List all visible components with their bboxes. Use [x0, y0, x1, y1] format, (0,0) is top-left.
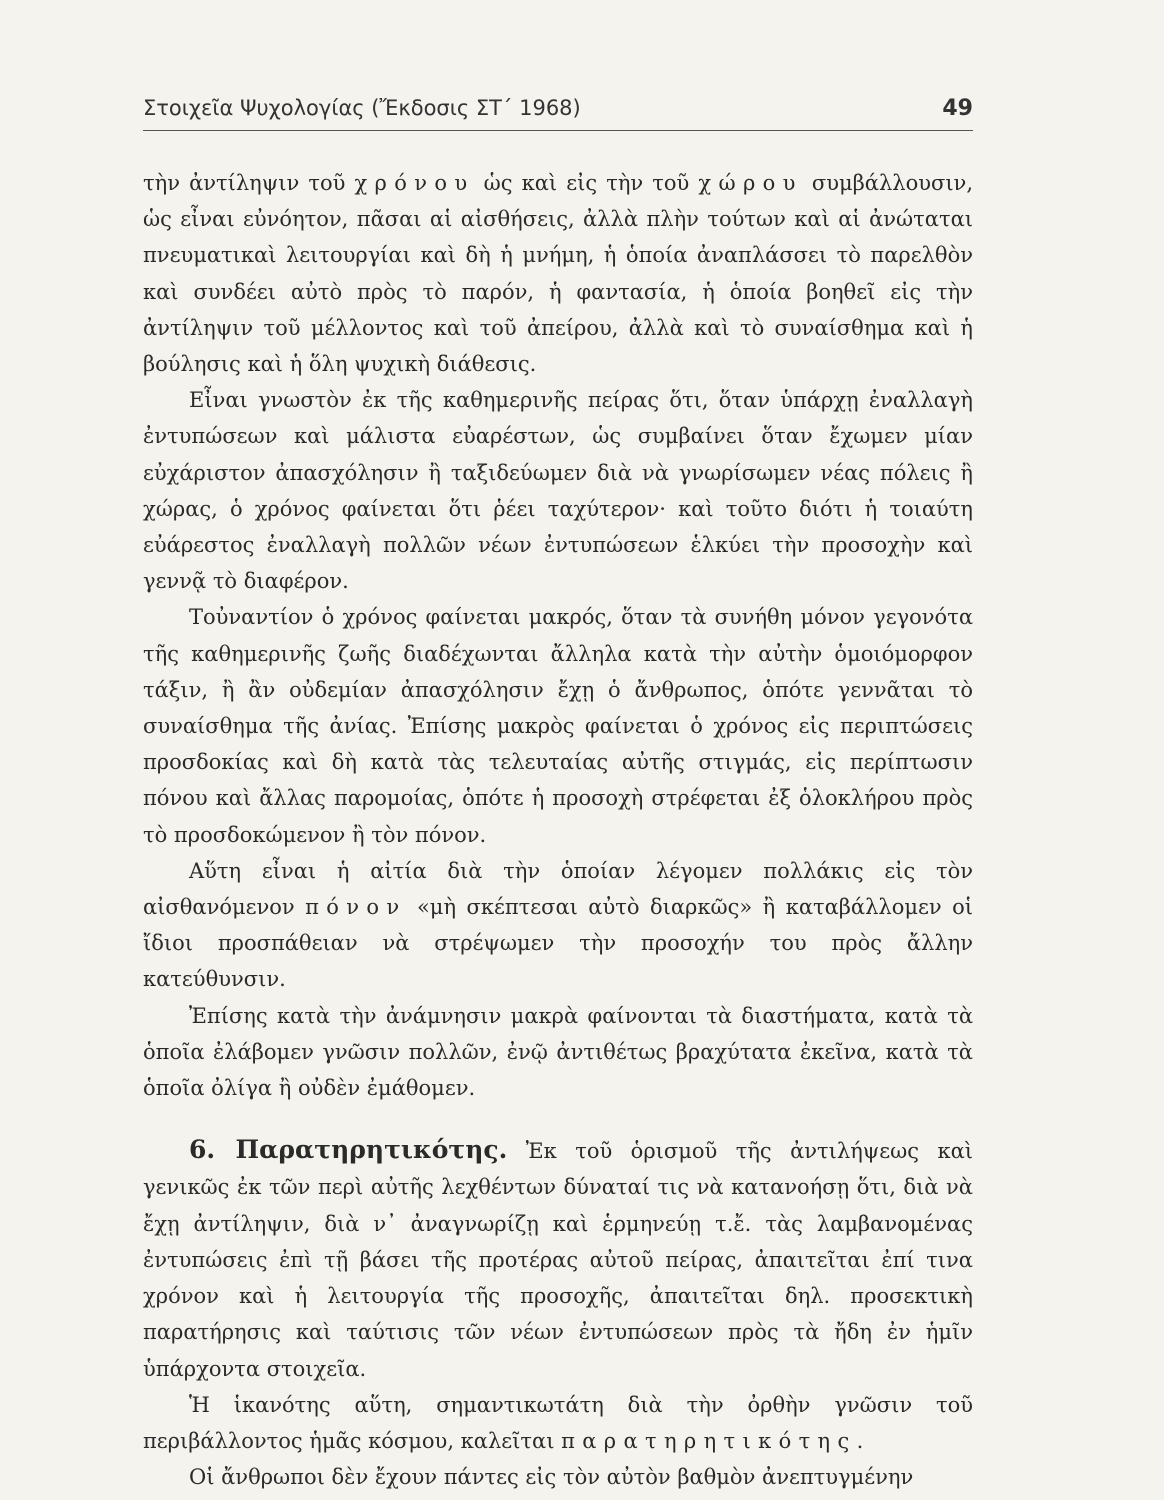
paragraph-5: Ἐπίσης κατὰ τὴν ἀνάμνησιν μακρὰ φαίνονται τὰ διαστήματα, κατὰ τὰ ὁποῖα ἐλάβομεν γνῶσιν πολλῶν, ἐνῷ ἀντιθέτως βραχύτατα ἐκεῖνα, κατὰ τὰ ὁποῖα ὀλίγα ἢ οὐδὲν ἐμάθομεν.: [143, 1003, 973, 1101]
paragraph-1: [143, 165, 973, 382]
section-heading: 6. Παρατηρητικότης.: [189, 1135, 508, 1165]
spaced-word-ponon: πόνον: [305, 895, 407, 920]
paragraph-3: Τοὐναντίον ὁ χρόνος φαίνεται μακρός, ὅταν τὰ συνήθη μόνον γεγονότα τῆς καθημερινῆς ζωῆς διαδέχωνται ἄλληλα κατὰ τὴν αὐτὴν ὁμοιόμορφον τάξιν, ἢ ἂν οὐδεμίαν ἀπασχόλησιν ἔχῃ ὁ ἄνθρωπος, ὁπότε γεννᾶται τὸ συναίσθημα τῆς ἀνίας. Ἐπίσης μακρὸς φαίνεται ὁ χρόνος εἰς περιπτώσεις προσδοκίας καὶ δὴ κατὰ τὰς τελευταίας αὐτῆς στιγμάς, εἰς περίπτωσιν πόνου καὶ ἄλλας παρομοίας, ὁπότε ἡ προσοχὴ στρέφεται ἐξ ὁλοκλήρου πρὸς τὸ προσδοκώμενον ἢ τὸν πόνον.: [143, 605, 973, 847]
page-header: [143, 96, 973, 131]
p1-text-c: συμβάλλουσιν, ὡς εἶναι εὐνόητον, πᾶσαι αἱ αἰσθήσεις, ἀλλὰ πλὴν τούτων καὶ αἱ ἀνώταται πνευματικαὶ λειτουργίαι καὶ δὴ ἡ μνήμη, ἡ ὁποία ἀναπλάσσει τὸ παρελθὸν καὶ συνδέει αὐτὸ πρὸς τὸ παρόν, ἡ φαντασία, ἡ ὁποία βοηθεῖ εἰς τὴν ἀντίληψιν τοῦ μέλλοντος καὶ τοῦ ἀπείρου, ἀλλὰ καὶ τὸ συναίσθημα καὶ ἡ βούλησις καὶ ἡ ὅλη ψυχικὴ διάθεσις.: [143, 171, 973, 377]
running-title: Στοιχεῖα Ψυχολογίας (Ἔκδοσις ΣΤ΄ 1968): [143, 96, 581, 120]
page-number: 49: [942, 96, 973, 121]
p7-text-a: Ἡ ἱκανότης αὕτη, σημαντικωτάτη διὰ τὴν ὀρθὴν γνῶσιν τοῦ περιβάλλοντος ἡμᾶς κόσμου, καλεῖται: [143, 1392, 973, 1453]
p4-text-b: «μὴ σκέπτεσαι αὐτὸ διαρκῶς» ἢ καταβάλλομεν οἱ ἴδιοι προσπάθειαν νὰ στρέψωμεν τὴν προσοχήν του πρὸς ἄλλην κατεύθυνσιν.: [143, 895, 973, 992]
p1-text-a: τὴν ἀντίληψιν τοῦ: [143, 171, 355, 195]
paragraph-8: Οἱ ἄνθρωποι δὲν ἔχουν πάντες εἰς τὸν αὐτὸν βαθμὸν ἀνεπτυγμένην: [189, 1465, 914, 1490]
body-text: [143, 165, 973, 1495]
spaced-word-paratiritikotis: παρατηρητικότης: [561, 1428, 857, 1453]
section-gap: [143, 1106, 973, 1132]
p4-text-a: Αὕτη εἶναι ἡ αἰτία διὰ τὴν ὁποίαν λέγομεν πολλάκις εἰς τὸν αἰσθανόμενον: [143, 858, 973, 920]
paragraph-6: [143, 1132, 973, 1386]
paragraph-4: [143, 853, 973, 998]
spaced-word-chorou: χώρου: [698, 171, 803, 195]
p6-text: Ἐκ τοῦ ὁρισμοῦ τῆς ἀντιλήψεως καὶ γενικῶς ἐκ τῶν περὶ αὐτῆς λεχθέντων δύναταί τις νὰ κατανοήσῃ ὅτι, διὰ νὰ ἔχῃ ἀντίληψιν, διὰ ν᾽ ἀναγνωρίζῃ καὶ ἑρμηνεύῃ τ.ἔ. τὰς λαμβανομένας ἐντυπώσεις ἐπὶ τῇ βάσει τῆς προτέρας αὐτοῦ πείρας, ἀπαιτεῖται ἐπί τινα χρόνον καὶ ἡ λειτουργία τῆς προσοχῆς, ἀπαιτεῖται δηλ. προσεκτικὴ παρατήρησις καὶ ταύτισις τῶν νέων ἐντυπώσεων πρὸς τὰ ἤδη ἐν ἡμῖν ὑπάρχοντα στοιχεῖα.: [143, 1139, 973, 1381]
p1-text-b: ὡς καὶ εἰς τὴν τοῦ: [474, 171, 699, 195]
paragraph-2: Εἶναι γνωστὸν ἐκ τῆς καθημερινῆς πείρας ὅτι, ὅταν ὑπάρχῃ ἐναλλαγὴ ἐντυπώσεων καὶ μάλιστα εὐαρέστων, ὡς συμβαίνει ὅταν ἔχωμεν μίαν εὐχάριστον ἀπασχόλησιν ἢ ταξιδεύωμεν διὰ νὰ γνωρίσωμεν νέας πόλεις ἢ χώρας, ὁ χρόνος φαίνεται ὅτι ῥέει ταχύτερον· καὶ τοῦτο διότι ἡ τοιαύτη εὐάρεστος ἐναλλαγὴ πολλῶν νέων ἐντυπώσεων ἑλκύει τὴν προσοχὴν καὶ γεννᾷ τὸ διαφέρον.: [143, 388, 973, 594]
spaced-word-chronou: χρόνου: [354, 171, 475, 195]
p7-text-b: .: [856, 1428, 864, 1453]
paragraph-7: [143, 1387, 973, 1459]
